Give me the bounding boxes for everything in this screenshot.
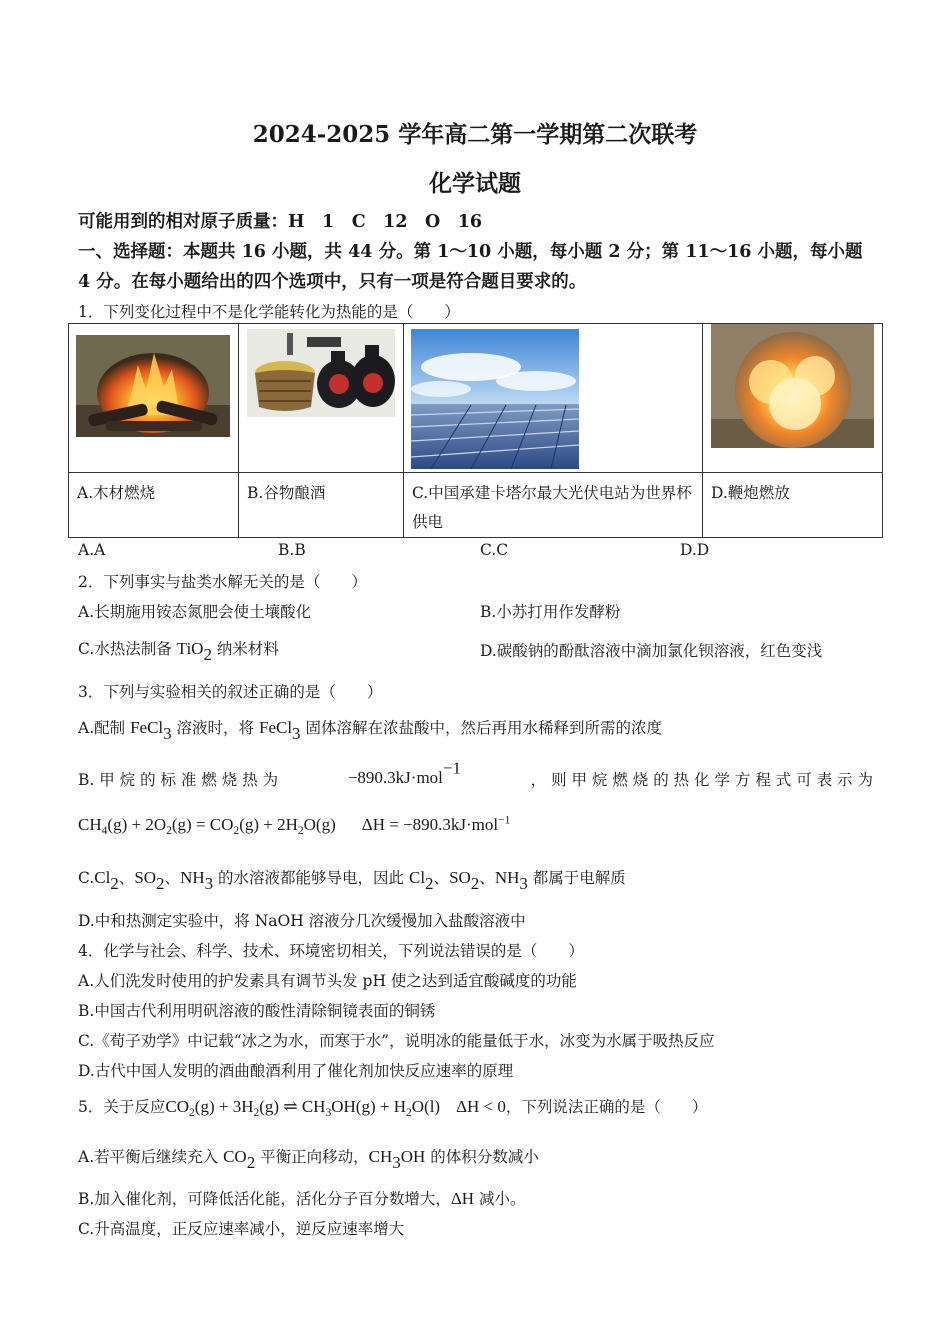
- q1-cell-d-image: [703, 324, 883, 473]
- section1-intro-line2: 4 分。在每小题给出的四个选项中，只有一项是符合题目要求的。: [78, 272, 587, 292]
- firework-explosion-photo: [711, 324, 874, 448]
- q4-option-c: C.《荀子劝学》中记载“冰之为水，而寒于水”，说明冰的能量低于水，冰变为水属于吸热反应: [78, 1032, 715, 1050]
- q1-option-a-cell: [69, 473, 239, 538]
- subject-title: 化学试题: [429, 170, 521, 197]
- q1-cell-b-image: [239, 324, 404, 473]
- q1-answer-d: D.D: [680, 541, 710, 559]
- solar-farm-photo: [411, 329, 579, 469]
- q3-option-b-lead: B. 甲 烷 的 标 准 燃 烧 热 为: [78, 771, 279, 789]
- q2-stem: 2．下列事实与盐类水解无关的是（ ）: [78, 573, 367, 591]
- q5-option-c: C.升高温度，正反应速率减小，逆反应速率增大: [78, 1220, 405, 1238]
- q1-option-c-cell: [404, 473, 703, 538]
- q3-option-d: D.中和热测定实验中，将 NaOH 溶液分几次缓慢加入盐酸溶液中: [78, 912, 526, 930]
- campfire-photo: [76, 335, 230, 437]
- atomic-mass-line: 可能用到的相对原子质量：H 1 C 12 O 16: [78, 212, 483, 232]
- exam-title: 2024-2025 学年高二第一学期第二次联考: [252, 121, 698, 148]
- q1-option-d-caption: D.鞭炮燃放: [711, 484, 790, 502]
- q2-option-a: A.长期施用铵态氮肥会使土壤酸化: [78, 603, 312, 621]
- q1-cell-c-image: [404, 324, 703, 473]
- q3-option-c: $C.Cl_2$、$SO_2$、$NH_3$ 的水溶液都能够导电，因此 $Cl_2$、$SO_2$、$NH_3$ 都属于电解质: [78, 868, 626, 893]
- q2-option-c: C.水热法制备 TiO$_2$ 纳米材料: [78, 639, 279, 664]
- q3-option-b-tail: ， 则 甲 烷 燃 烧 的 热 化 学 方 程 式 可 表 示 为: [530, 771, 873, 789]
- q4-option-a: A.人们洗发时使用的护发素具有调节头发 pH 使之达到适宜酸碱度的功能: [78, 972, 577, 990]
- q4-option-b: B.中国古代利用明矾溶液的酸性清除铜镜表面的铜锈: [78, 1002, 436, 1020]
- q5-option-b: B.加入催化剂，可降低活化能，活化分子百分数增大，ΔH 减小。: [78, 1189, 526, 1208]
- q1-image-table: [68, 323, 883, 538]
- q1-option-b-cell: [239, 473, 404, 538]
- q4-option-d: D.古代中国人发明的酒曲酿酒利用了催化剂加快反应速率的原理: [78, 1062, 514, 1080]
- q1-cell-a-image: [69, 324, 239, 473]
- q2-option-d: D.碳酸钠的酚酞溶液中滴加氯化钡溶液，红色变浅: [480, 642, 823, 660]
- grain-wine-photo: [247, 329, 395, 417]
- q1-option-d-cell: [703, 473, 883, 538]
- q1-option-c-caption: C.中国承建卡塔尔最大光伏电站为世界杯供电: [412, 484, 692, 531]
- q1-option-b-caption: B.谷物酿酒: [247, 484, 326, 502]
- q4-stem: 4．化学与社会、科学、技术、环境密切相关，下列说法错误的是（ ）: [78, 942, 584, 960]
- q3-option-b-value: −890.3kJ·mol$^{-1}$: [347, 758, 461, 787]
- q3-option-b-equation: $CH_4(g) + 2O_2(g) = CO_2(g) + 2H_2O(g) \Delta H = -890.3kJ\cdot mol^{-1}$: [78, 813, 511, 838]
- q2-option-b: B.小苏打用作发酵粉: [480, 603, 621, 621]
- q1-answer-a: A.A: [78, 541, 106, 559]
- section1-intro-line1: 一、选择题：本题共 16 小题，共 44 分。第 1～10 小题，每小题 2 分；第 11～16 小题，每小题: [78, 242, 863, 262]
- q3-option-b-line: [78, 758, 873, 790]
- q5-option-a: A.若平衡后继续充入 $CO_2$ 平衡正向移动，$CH_3OH$ 的体积分数减小: [78, 1147, 539, 1172]
- q1-answer-c: C.C: [480, 541, 509, 559]
- equilibrium-arrow-icon: ⇌: [283, 1097, 298, 1116]
- q3-option-a: A.配制 FeCl$_3$ 溶液时，将 FeCl$_3$ 固体溶解在浓盐酸中，然后再用水稀释到所需的浓度: [78, 718, 662, 743]
- q1-stem: 1．下列变化过程中不是化学能转化为热能的是（ ）: [78, 303, 460, 321]
- q1-answer-b: B.B: [278, 541, 306, 559]
- q5-reaction-equation: $CO_2(g) + 3H_2(g)$ ⇌ $CH_3OH(g) + H_2O(l) \Delta H < 0$: [165, 1097, 506, 1120]
- q3-stem: 3．下列与实验相关的叙述正确的是（ ）: [78, 683, 383, 701]
- q1-option-a-caption: A.木材燃烧: [77, 484, 156, 502]
- q5-stem: 5．关于反应$CO_2(g) + 3H_2(g)$ ⇌ $CH_3OH(g) + H_2O(l) \Delta H < 0$，下列说法正确的是（ ）: [78, 1097, 708, 1120]
